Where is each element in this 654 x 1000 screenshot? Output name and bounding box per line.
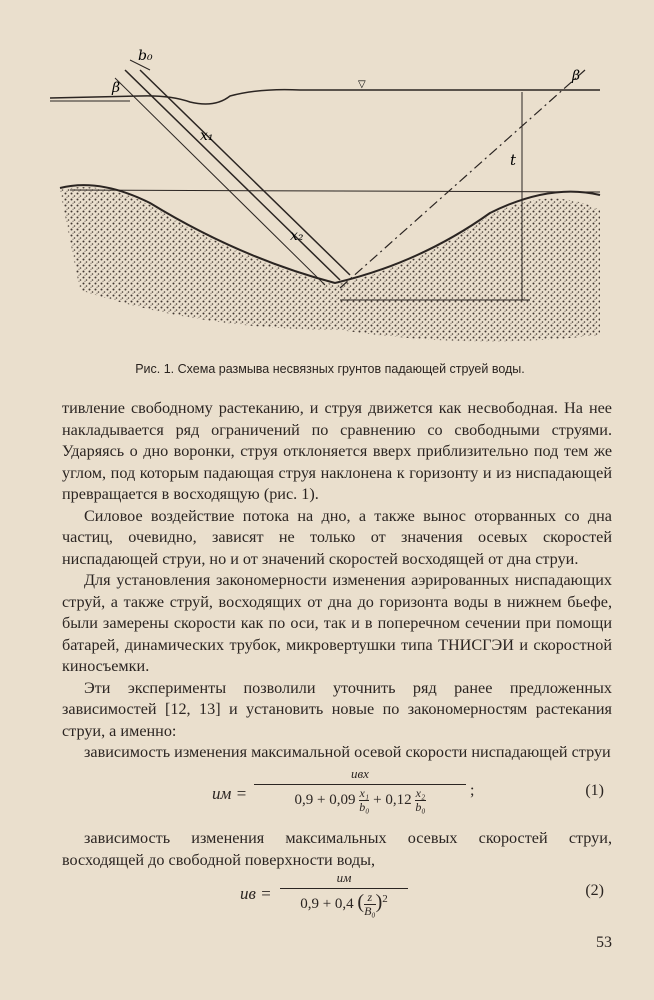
label-t: t [510, 151, 517, 169]
paragraph-4: Эти эксперименты позволили уточнить ряд ранее предложенных зависимостей [12, 13] и установить новые по закономерностям растекания струи, а именно: [62, 678, 612, 740]
label-b0: b₀ [138, 48, 153, 64]
formula-2-numerator: uм [336, 870, 352, 885]
body-text-2 [62, 828, 612, 871]
formula-1-fraction [254, 766, 466, 814]
formula-1-numerator: uвх [351, 766, 369, 781]
formula-1-denominator: $0,9 + 0,09 \frac{\text{x₁}}{\text{b₀}}$ + $0,12 \frac{\text{x₂}}{\text{b₀}}$ [294, 786, 426, 814]
formula-1-number: (1) [585, 782, 604, 799]
formula-1 [62, 766, 614, 832]
formula-2-lhs: uв = [240, 884, 272, 903]
paragraph-2: Силовое воздействие потока на дно, а также вынос оторванных со дна частиц, очевидно, зависят не только от значения осевых скоростей ниспадающей струи, но и от значений скоростей восходящей от дна струи. [62, 506, 612, 568]
formula-1-lhs: uм = [212, 784, 248, 803]
formula-2-fraction [280, 870, 408, 918]
scour-diagram [40, 30, 620, 360]
label-beta-left: β [112, 80, 121, 96]
formula-2 [62, 870, 614, 930]
label-x1: x₁ [200, 128, 214, 144]
formula-1-semicolon: ; [470, 782, 475, 799]
paragraph-6: зависимость изменения максимальных осевых скоростей струи, восходящей до свободной поверхности воды, [62, 829, 612, 869]
body-text-1 [62, 398, 612, 764]
water-level-symbol: ▽ [358, 79, 366, 90]
label-beta-right: β [572, 68, 581, 84]
figure-caption: Рис. 1. Схема размыва несвязных грунтов падающей струей воды. [135, 362, 525, 376]
paragraph-3: Для установления закономерности изменения аэрированных ниспадающих струй, а также струй, восходящих от дна до горизонта воды в нижнем бьефе, были замерены скорости как по оси, так и в поперечном сечении при помощи батарей, динамических трубок, микровертушки типа ТНИСГЭИ и скоростной киносъемки. [62, 571, 612, 675]
original-bed-line [70, 190, 600, 192]
paragraph-5: зависимость изменения максимальной осевой скорости ниспадающей струи [84, 743, 611, 761]
paragraph-1: тивление свободному растеканию, и струя движется как несвободная. На нее накладывается ряд ограничений по сравнению со свободными струями. Ударяясь о дно воронки, струя отклоняется вверх приблизительно под тем же углом, под которым падающая струя наклонена к горизонту и из ниспадающей превращается в восходящую (рис. 1). [62, 399, 612, 503]
water-surface [50, 90, 600, 104]
formula-2-number: (2) [585, 882, 604, 899]
label-x2: x₂ [290, 228, 304, 244]
formula-2-denominator: 0,9 + 0,4 ($\frac{z}{\text{B₀}}$ )$^2$ [300, 890, 388, 919]
soil-mass [60, 187, 600, 341]
page-number: 53 [596, 934, 612, 951]
